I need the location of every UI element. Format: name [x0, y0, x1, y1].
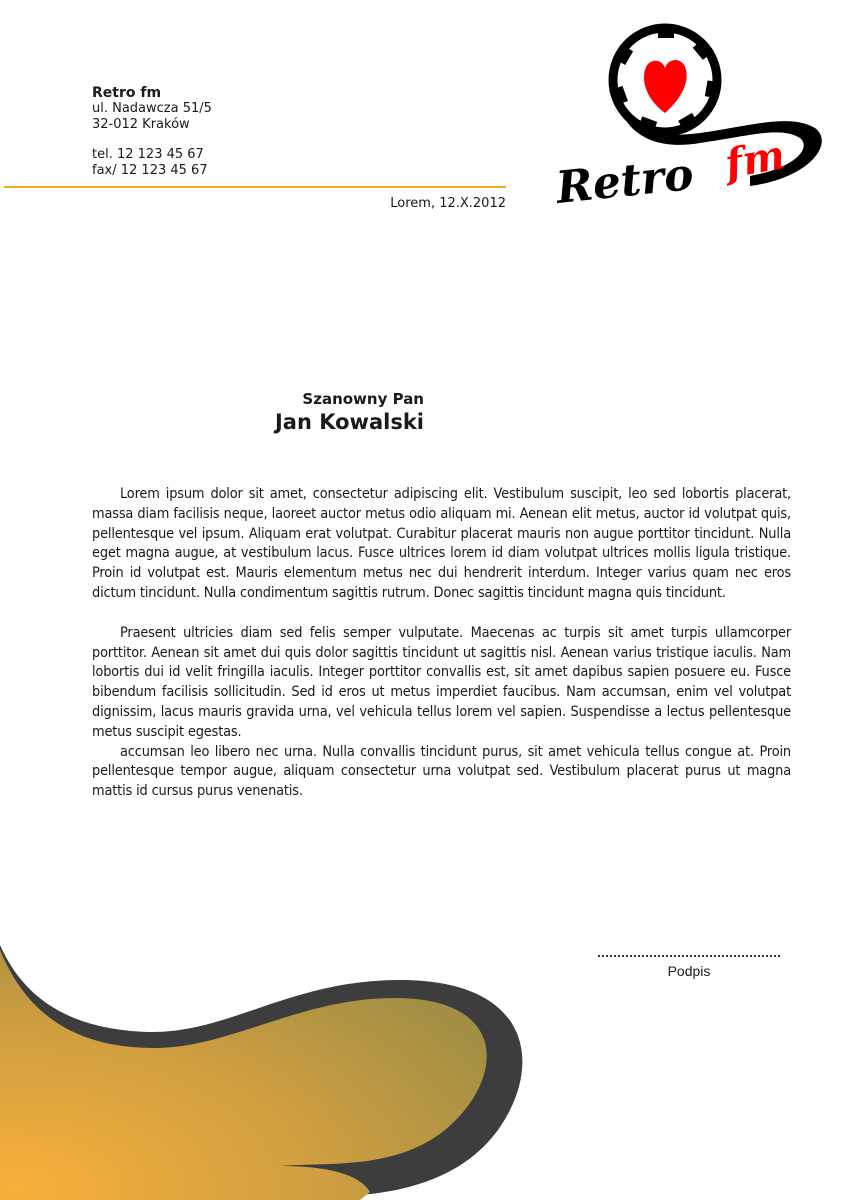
body-paragraph: Praesent ultricies diam sed felis semper vulputate. Maecenas ac turpis sit amet turpis ullamcorper porttitor. Aenean sit amet dui quis dolor sagittis tincidunt ut sagittis nisl. Aenean varius tristique iaculis. Nam lobortis dui id velit fringilla iaculis. Integer porttitor convallis est, sit amet dapibus sapien posuere eu. Fusce bibendum facilisis sollicitudin. Sed id eros ut metus imperdiet faucibus. Nam accumsan, enim vel volutpat dignissim, lacus mauris gravida urna, vel vehicula tellus lorem vel sapien. Suspendisse a lectus pellentesque metus suscipit egestas. — [92, 624, 791, 740]
signature-line — [598, 955, 780, 957]
body-paragraph: Lorem ipsum dolor sit amet, consectetur adipiscing elit. Vestibulum suscipit, leo sed lobortis placerat, massa diam facilisis neque, laoreet auctor metus odio aliquam mi. Aenean elit metus, auctor id volutpat quis, pellentesque vel ipsum. Aliquam erat volutpat. Curabitur placerat mauris non augue porttitor tincidunt. Nulla eget magna augue, at vestibulum lacus. Fusce ultrices lorem id diam volutpat ultrices mollis ligula tristique. Proin id volutpat est. Mauris elementum metus nec dui hendrerit interdum. Integer varius quam nec eros dictum tincidunt. Nulla condimentum sagittis rutrum. Donec sagittis tincidunt magna quis tincidunt. — [92, 486, 791, 601]
footer-wave-decoration — [0, 930, 560, 1200]
letter-date: Lorem, 12.X.2012 — [390, 196, 506, 211]
heart-icon — [644, 60, 687, 113]
letter-body — [92, 485, 791, 802]
sender-fax: fax/ 12 123 45 67 — [92, 163, 208, 178]
body-paragraph: accumsan leo libero nec urna. Nulla convallis tincidunt purus, sit amet vehicula tellus congue at. Proin pellentesque tempor augue, aliquam consectetur urna volutpat sed. Vestibulum placerat purus ut magna mattis id cursus purus venenatis. — [92, 743, 791, 800]
sender-tel: tel. 12 123 45 67 — [92, 147, 204, 162]
logo-text-fm: fm — [721, 131, 789, 188]
logo-text-retro: Retro — [553, 148, 696, 214]
header-divider — [4, 186, 506, 188]
sender-name: Retro fm — [92, 85, 162, 101]
sender-city: 32-012 Kraków — [92, 117, 190, 132]
recipient-name: Jan Kowalski — [274, 410, 424, 434]
retro-fm-logo — [550, 18, 830, 218]
signature-label: Podpis — [667, 963, 711, 979]
signature-block — [598, 955, 780, 979]
recipient-salutation: Szanowny Pan — [302, 390, 424, 408]
sender-block — [92, 85, 212, 179]
sender-street: ul. Nadawcza 51/5 — [92, 101, 212, 116]
recipient-block — [275, 390, 424, 434]
